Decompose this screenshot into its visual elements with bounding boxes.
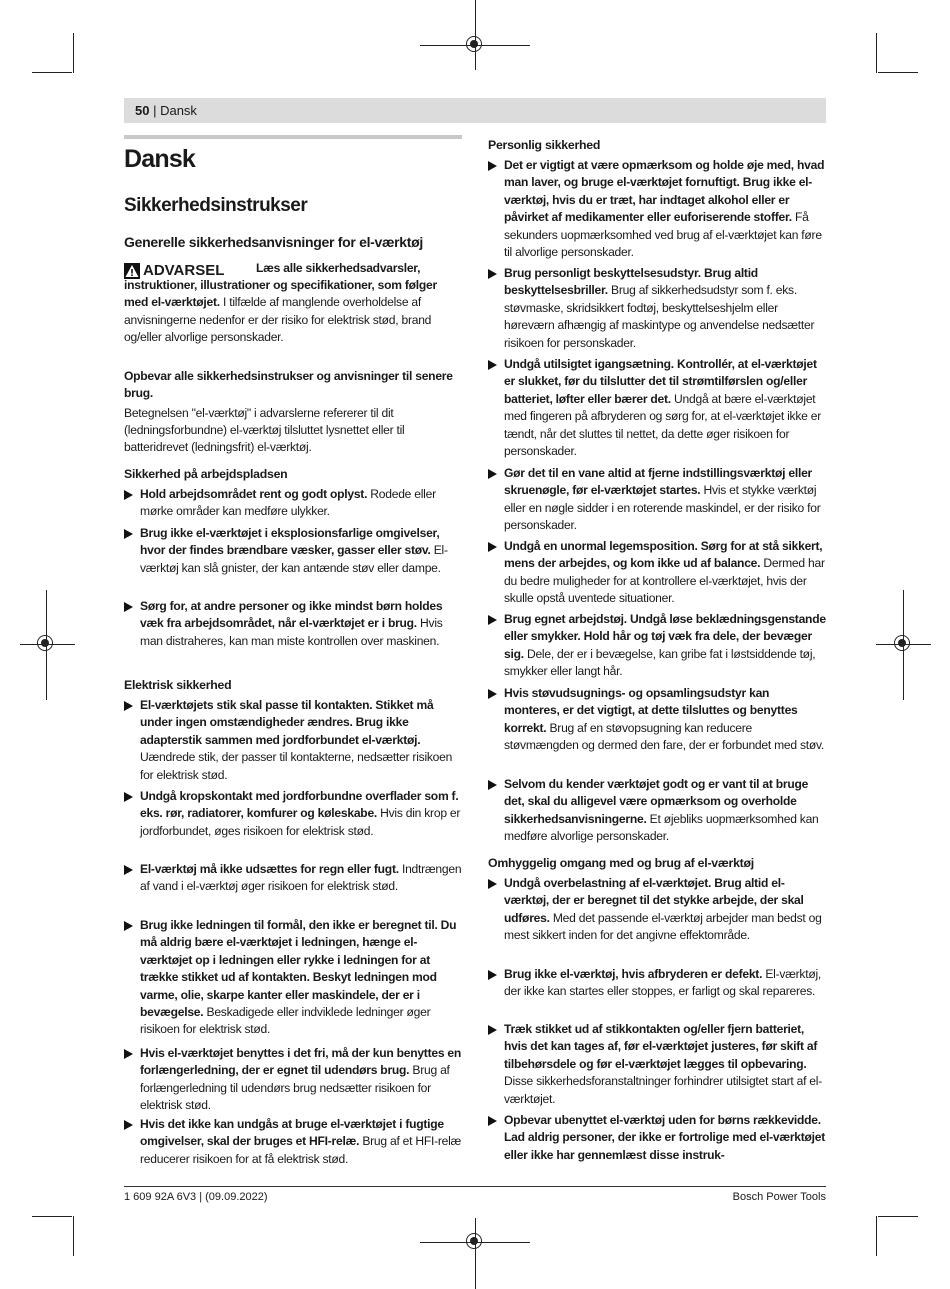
item-bold: Hold arbejdsområdet rent og godt oplyst.: [140, 487, 368, 501]
list-item: [124, 788, 462, 840]
registration-mark-icon: [37, 635, 53, 651]
list-item: [488, 1112, 826, 1164]
warning-text: [124, 260, 462, 346]
crop-mark: [876, 1216, 877, 1256]
section-title: Sikkerhedsinstrukser: [124, 195, 308, 216]
personal-heading: Personlig sikkerhed: [488, 138, 601, 152]
item-text: Rodede eller mørke områder kan medføre ulykker.: [140, 487, 436, 519]
item-bold: Hvis støvudsugnings- og opsamlingsudstyr kan monteres, er det vigtigt, at dette tilsluttes og benyttes korrekt.: [504, 686, 798, 735]
item-bold: Hvis det ikke kan undgås at bruge el-værktøjet i fugtige omgivelser, skal der bruges et HFI-relæ.: [140, 1117, 444, 1149]
electrical-heading: Elektrisk sikkerhed: [124, 678, 232, 692]
item-bold: Undgå en unormal legemsposition. Sørg for at stå sikkert, mens der arbejdes, og kom ikke ud af balance.: [504, 539, 823, 571]
bullet-triangle-icon: [488, 615, 497, 625]
item-bold: El-værktøjets stik skal passe til kontakten. Stikket må under ingen omstændigheder ændres. Brug ikke adapterstik sammen med jordforbundet el-værktøj.: [140, 698, 434, 747]
list-item: [124, 917, 462, 1039]
bullet-triangle-icon: [488, 780, 497, 790]
warning-label: ADVARSEL: [143, 262, 225, 279]
item-bold: Gør det til en vane altid at fjerne indstillingsværktøj eller skruenøgle, før el-værktøjet startes.: [504, 466, 812, 498]
register-line: [475, 0, 476, 70]
item-text: Dele, der er i bevægelse, kan gribe fat i løstsiddende tøj, smykker eller langt hår.: [504, 646, 816, 679]
careful-use-heading: Omhyggelig omgang med og brug af el-værktøj: [488, 856, 754, 870]
crop-mark: [878, 1216, 918, 1217]
item-text: Beskadigede eller indviklede ledninger øger risikoen for elektrisk stød.: [140, 1005, 431, 1037]
list-item: [488, 1021, 826, 1108]
list-item: [488, 465, 826, 535]
warning-bold: Læs alle sikkerhedsadvarsler, instruktioner, illustrationer og specifikationer, som følger med el-værktøjet.: [124, 261, 437, 310]
bullet-triangle-icon: [124, 1049, 133, 1059]
bullet-triangle-icon: [488, 689, 497, 699]
list-item: [124, 525, 462, 577]
bullet-triangle-icon: [124, 602, 133, 612]
title-rule: [124, 135, 462, 139]
footer-doc-id: 1 609 92A 6V3 | (09.09.2022): [124, 1191, 268, 1203]
list-item: [124, 1116, 462, 1168]
bullet-triangle-icon: [488, 469, 497, 479]
bullet-triangle-icon: [124, 1120, 133, 1130]
item-bold: Det er vigtigt at være opmærksom og holde øje med, hvad man laver, og bruge el-værktøjet fornuftigt. Brug ikke el-værktøj, hvis du er træt, har indtaget alkohol eller er påvirket af medikamenter eller euforiserende stoffer.: [504, 158, 825, 225]
list-item: [488, 875, 826, 945]
list-item: [488, 538, 826, 608]
item-bold: Undgå overbelastning af el-værktøjet. Brug altid el-værktøj, der er beregnet til det stykke arbejde, der skal udføres.: [504, 876, 804, 925]
item-bold: El-værktøj må ikke udsættes for regn eller fugt.: [140, 862, 399, 876]
list-item: [124, 861, 462, 896]
warning-body: I tilfælde af manglende overholdelse af anvisningerne nedenfor er der risiko for elektrisk stød, brand og/eller alvorlige personskader.: [124, 295, 432, 344]
crop-mark: [73, 1216, 74, 1256]
item-text: Et øjebliks uopmærksomhed kan medføre alvorlige personskader.: [504, 811, 819, 844]
registration-mark-icon: [466, 36, 482, 52]
definition-paragraph: Betegnelsen "el-værktøj" i advarslerne refererer til dit (ledningsforbundne) el-værktøj tilsluttet lysnettet eller til batteridrevet (ledningsfrit) el-værktøj.: [124, 406, 405, 455]
page-number: 50: [135, 103, 150, 118]
item-text: Med det passende el-værktøj arbejder man bedst og mest sikkert inden for det angivne effektområde.: [504, 910, 822, 943]
bullet-triangle-icon: [488, 879, 497, 889]
page-title: Dansk: [124, 145, 196, 173]
bullet-triangle-icon: [488, 1025, 497, 1035]
item-text: Hvis man distraheres, kan man miste kontrollen over maskinen.: [140, 616, 443, 648]
list-item: [488, 685, 826, 755]
item-text: Dermed har du bedre muligheder for at kontrollere el-værktøjet, hvis der skulle opstå uventede situationer.: [504, 556, 825, 606]
item-bold: Undgå kropskontakt med jordforbundne overflader som f. eks. rør, radiatorer, komfurer og køleskabe.: [140, 789, 459, 821]
item-bold: Hvis el-værktøjet benyttes i det fri, må der kun benyttes en forlængerledning, der er egnet til udendørs brug.: [140, 1046, 462, 1078]
page-header: [124, 98, 826, 123]
list-item: [124, 598, 462, 650]
registration-mark-icon: [466, 1233, 482, 1249]
list-item: [488, 265, 826, 352]
list-item: [124, 697, 462, 784]
item-bold: Brug ikke el-værktøjet i eksplosionsfarlige omgivelser, hvor der findes brændbare væsker, gasser eller støv.: [140, 526, 440, 558]
item-bold: Brug ikke ledningen til formål, den ikke er beregnet til. Du må aldrig bære el-værktøjet i ledningen, hænge el-værktøjet op i ledningen eller rykke i ledningen for at trække stikket ud af kontakten. Beskyt ledningen mod varme, olie, skarpe kanter eller maskindele, der er i bevægelse.: [140, 918, 457, 1020]
list-item: [124, 486, 462, 521]
item-text: Få sekunders uopmærksomhed ved brug af el-værktøjet kan føre til alvorlige personskader.: [504, 210, 822, 260]
list-item: [488, 776, 826, 846]
bullet-triangle-icon: [124, 701, 133, 711]
item-text: Brug af et HFI-relæ reducerer risikoen for at få elektrisk stød.: [140, 1134, 462, 1166]
item-text: Brug af forlængerledning til udendørs brug nedsætter risikoen for elektrisk stød.: [140, 1063, 450, 1113]
bullet-triangle-icon: [488, 1116, 497, 1126]
crop-mark: [876, 33, 877, 73]
item-text: El-værktøj, der ikke kan startes eller stoppes, er farligt og skal repareres.: [504, 967, 822, 999]
keep-instructions-text: Opbevar alle sikkerhedsinstrukser og anvisninger til senere brug.: [124, 369, 453, 401]
crop-mark: [32, 72, 72, 73]
registration-mark-icon: [894, 635, 910, 651]
item-text: Uændrede stik, der passer til kontakterne, nedsætter risikoen for elektrisk stød.: [140, 750, 453, 782]
keep-instructions: [124, 368, 462, 402]
bullet-triangle-icon: [124, 529, 133, 539]
list-item: [488, 966, 826, 1001]
item-bold: Undgå utilsigtet igangsætning. Kontrollér, at el-værktøjet er slukket, før du tilslutter det til strømtilførslen og/eller batteriet, løfter eller bærer det.: [504, 357, 817, 406]
bullet-triangle-icon: [124, 865, 133, 875]
crop-mark: [73, 33, 74, 73]
item-bold: Opbevar ubenyttet el-værktøj uden for børns rækkevidde. Lad aldrig personer, der ikke er fortrolige med el-værktøjet eller ikke har gennemlæst disse instruk-: [504, 1113, 826, 1162]
bullet-triangle-icon: [488, 970, 497, 980]
item-bold: Selvom du kender værktøjet godt og er vant til at bruge det, skal du alligevel være opmærksom og overholde sikkerhedsanvisningerne.: [504, 777, 809, 826]
bullet-triangle-icon: [488, 360, 497, 370]
footer-brand: Bosch Power Tools: [732, 1191, 826, 1203]
list-item: [488, 157, 826, 261]
item-text: Hvis et stykke værktøj eller en nøgle sidder i en roterende maskindel, er der risiko for personskader.: [504, 483, 821, 533]
item-bold: Træk stikket ud af stikkontakten og/eller fjern batteriet, hvis det kan tages af, før el-værktøjet justeres, før skift af tilbehørsdele og før el-værktøjet lægges til opbevaring.: [504, 1022, 818, 1071]
bullet-triangle-icon: [124, 921, 133, 931]
footer-rule: [124, 1186, 826, 1187]
bullet-triangle-icon: [488, 161, 497, 171]
item-text: Brug af sikkerhedsudstyr som f. eks. støvmaske, skridsikkert fodtøj, beskyttelseshjelm eller høreværn afhængig af maskintype og anvendelse nedsætter risikoen for personskader.: [504, 283, 815, 350]
bullet-triangle-icon: [488, 542, 497, 552]
item-text: Indtrængen af vand i el-værktøj øger risikoen for elektrisk stød.: [140, 862, 462, 894]
item-bold: Brug ikke el-værktøj, hvis afbryderen er defekt.: [504, 967, 763, 981]
list-item: [488, 611, 826, 681]
bullet-triangle-icon: [124, 792, 133, 802]
item-text: Disse sikkerhedsforanstaltninger forhindrer utilsigtet start af el-værktøjet.: [504, 1074, 822, 1106]
item-text: El-værktøj kan slå gnister, der kan antænde støv eller dampe.: [140, 543, 448, 575]
subsection-title: Generelle sikkerhedsanvisninger for el-værktøj: [124, 234, 423, 250]
crop-mark: [32, 1216, 72, 1217]
item-text: Hvis din krop er jordforbundet, øges risikoen for elektrisk stød.: [140, 806, 461, 838]
bullet-triangle-icon: [124, 490, 133, 500]
crop-mark: [878, 72, 918, 73]
workplace-heading: Sikkerhed på arbejdspladsen: [124, 467, 288, 481]
item-text: Brug af en støvopsugning kan reducere støvmængden og dermed den fare, der er forbundet med støv.: [504, 720, 825, 753]
header-language: Dansk: [160, 103, 197, 118]
item-bold: Brug personligt beskyttelsesudstyr. Brug altid beskyttelsesbriller.: [504, 266, 758, 298]
item-bold: Brug egnet arbejdstøj. Undgå løse beklædningsgenstande eller smykker. Hold hår og tøj væk fra dele, der bevæger sig.: [504, 612, 826, 661]
item-bold: Sørg for, at andre personer og ikke mindst børn holdes væk fra arbejdsområdet, når el-værktøjet er i brug.: [140, 599, 443, 631]
list-item: [488, 356, 826, 460]
list-item: [124, 1045, 462, 1115]
item-text: Undgå at bære el-værktøjet med fingeren på afbryderen og sørg for, at el-værktøjet ikke er tændt, når det sluttes til nettet, da dette øger risikoen for personskader.: [504, 391, 821, 459]
bullet-triangle-icon: [488, 269, 497, 279]
page-header-text: 50 | Dansk: [135, 103, 197, 118]
register-line: [475, 1218, 476, 1289]
